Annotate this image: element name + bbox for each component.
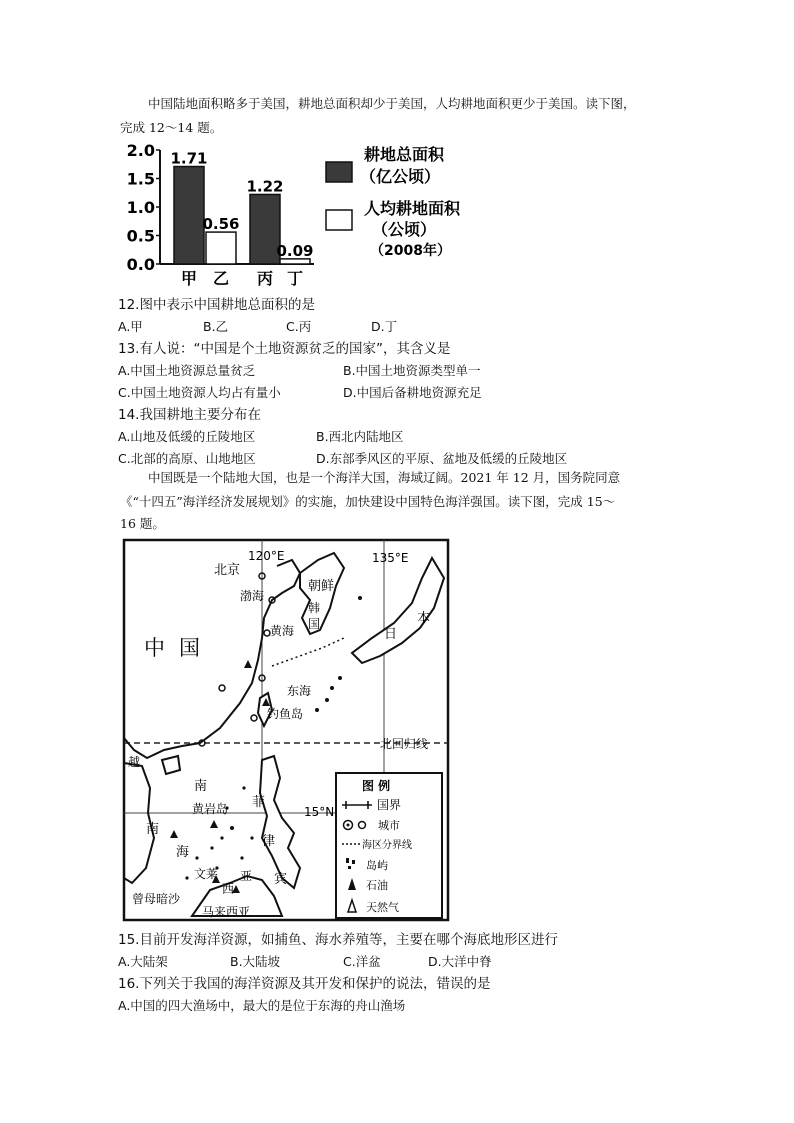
- label-chaoxian: 朝鲜: [308, 579, 335, 594]
- intro2-line-1: 中国既是一个陆地大国，也是一个海洋大国，海域辽阔。2021 年 12 月，国务院同意: [148, 470, 621, 485]
- legend-oil: 石油: [366, 879, 388, 892]
- q12-option-b[interactable]: B.乙: [203, 319, 229, 334]
- legend-percapita-line1: 人均耕地面积: [364, 199, 461, 218]
- label-yue: 越: [128, 755, 141, 769]
- label-lv: 律: [262, 834, 276, 849]
- label-ri: 日: [384, 627, 398, 642]
- chart-y-tick-label: 0.5: [126, 226, 155, 246]
- label-ben: 本: [417, 611, 431, 626]
- q12-stem: 12.图中表示中国耕地总面积的是: [118, 297, 315, 313]
- chart-y-tick-label: 1.0: [126, 198, 155, 217]
- q13-option-b[interactable]: B.中国土地资源类型单一: [343, 363, 481, 378]
- q14-stem: 14.我国耕地主要分布在: [118, 407, 261, 423]
- label-huangyandao: 黄岩岛: [192, 802, 229, 816]
- label-wenlai: 文莱: [194, 867, 219, 881]
- legend-swatch-percapita: [326, 210, 352, 230]
- legend-gas: 天然气: [366, 901, 399, 914]
- q13-stem: 13.有人说：“中国是个土地资源贫乏的国家”，其含义是: [118, 341, 451, 357]
- legend-total-line2: （亿公顷）: [360, 167, 441, 186]
- label-bin: 宾: [274, 872, 288, 887]
- q15-stem: 15.目前开发海洋资源，如捕鱼、海水养殖等，主要在哪个海底地形区进行: [118, 932, 558, 948]
- chart-bar-1: [174, 167, 204, 264]
- map-legend: [336, 773, 442, 918]
- q12-option-d[interactable]: D.丁: [371, 319, 398, 334]
- label-malaixiya: 马来西亚: [202, 905, 251, 919]
- chart-bars: [170, 150, 313, 288]
- label-diaoyudao: 钓鱼岛: [267, 707, 304, 721]
- q12-option-c[interactable]: C.丙: [286, 319, 312, 334]
- label-beijing: 北京: [214, 563, 241, 578]
- chart-category-label: 丙: [256, 269, 274, 288]
- label-zengmuansha: 曾母暗沙: [132, 892, 181, 906]
- q14-option-c[interactable]: C.北部的高原、山地地区: [118, 451, 256, 466]
- chart-y-tick-label: 2.0: [126, 141, 155, 160]
- q15-option-b[interactable]: B.大陆坡: [230, 954, 281, 969]
- label-15n: 15°N: [304, 805, 335, 819]
- chart-category-label: 乙: [212, 269, 230, 288]
- chart-value-label: 0.56: [202, 215, 240, 234]
- q12-option-a[interactable]: A.甲: [118, 319, 143, 334]
- farmland-bar-chart: [118, 140, 488, 290]
- label-xi: 西: [222, 882, 235, 896]
- chart-value-label: 0.09: [276, 241, 314, 260]
- q16-stem: 16.下列关于我国的海洋资源及其开发和保护的说法，错误的是: [118, 976, 491, 992]
- label-zhongguo: 中国: [144, 636, 214, 660]
- legend-percapita-line3: （2008年）: [370, 243, 451, 259]
- intro-line-1: 中国陆地面积略多于美国，耕地总面积却少于美国，人均耕地面积更少于美国。读下图，: [148, 96, 636, 111]
- label-lon-120e: 120°E: [248, 549, 285, 563]
- label-hanguo-2: 国: [308, 617, 321, 631]
- legend-percapita-line2: （公顷）: [372, 220, 437, 239]
- q14-option-a[interactable]: A.山地及低缓的丘陵地区: [118, 429, 256, 444]
- chart-y-tick-label: 1.5: [126, 169, 155, 189]
- label-tropic: 北回归线: [380, 737, 429, 751]
- q13-option-c[interactable]: C.中国土地资源人均占有量小: [118, 385, 281, 400]
- intro2-line-3: 16 题。: [120, 516, 165, 531]
- legend-title: 图 例: [362, 779, 391, 793]
- label-nan-1: 南: [194, 779, 208, 794]
- chart-y-tick-label: 0.0: [126, 255, 155, 274]
- east-asia-map: [122, 538, 452, 924]
- label-bohai: 渤海: [240, 589, 265, 603]
- intro-line-2: 完成 12～14 题。: [120, 120, 223, 135]
- legend-island: 岛屿: [366, 859, 388, 872]
- label-hanguo-1: 韩: [308, 601, 321, 615]
- hainan-island: [162, 756, 180, 774]
- legend-seaboundary: 海区分界线: [362, 840, 412, 851]
- label-nan-2: 南: [146, 822, 160, 837]
- chart-category-label: 甲: [180, 269, 198, 288]
- q13-option-d[interactable]: D.中国后备耕地资源充足: [343, 385, 482, 400]
- q14-option-d[interactable]: D.东部季风区的平原、盆地及低缓的丘陵地区: [316, 451, 568, 466]
- chart-value-label: 1.71: [170, 149, 208, 168]
- chart-bar-2: [206, 232, 236, 264]
- q15-option-d[interactable]: D.大洋中脊: [428, 954, 492, 969]
- q15-option-a[interactable]: A.大陆架: [118, 954, 168, 969]
- legend-border: 国界: [377, 798, 402, 812]
- label-huanghai: 黄海: [270, 624, 295, 638]
- legend-city: 城市: [378, 819, 400, 832]
- legend-total-line1: 耕地总面积: [364, 145, 445, 164]
- chart-value-label: 1.22: [246, 177, 284, 196]
- q16-option-a[interactable]: A.中国的四大渔场中，最大的是位于东海的舟山渔场: [118, 998, 406, 1013]
- chart-legend: [326, 145, 461, 259]
- label-fei: 菲: [252, 795, 266, 810]
- chart-category-label: 丁: [286, 269, 304, 288]
- legend-swatch-total: [326, 162, 352, 182]
- label-donghai: 东海: [287, 684, 312, 698]
- intro2-line-2: 《“十四五”海洋经济发展规划》的实施，加快建设中国特色海洋强国。读下图，完成 15～: [120, 494, 616, 509]
- label-lon-135e: 135°E: [372, 551, 409, 565]
- q14-option-b[interactable]: B.西北内陆地区: [316, 429, 404, 444]
- q13-option-a[interactable]: A.中国土地资源总量贫乏: [118, 363, 256, 378]
- label-ya: 亚: [240, 869, 253, 883]
- label-hai: 海: [176, 845, 190, 860]
- q15-option-c[interactable]: C.洋盆: [343, 954, 381, 969]
